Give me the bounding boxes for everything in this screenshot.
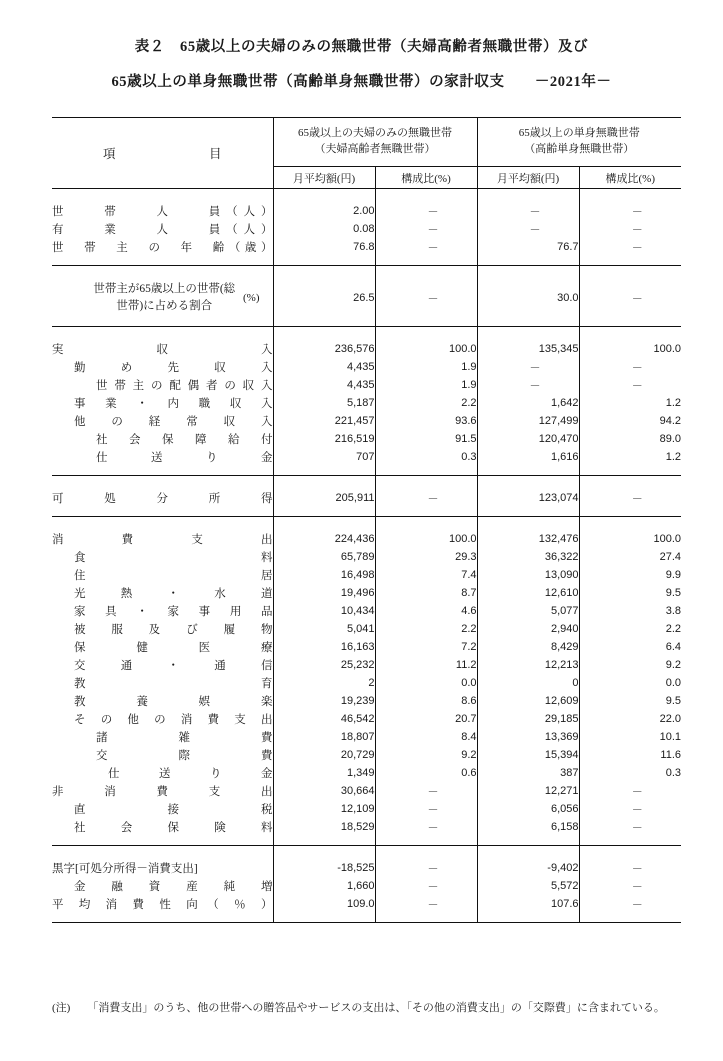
table-row (52, 202, 681, 220)
row-label: 世帯主の配偶者の収入 (96, 380, 273, 393)
cell-c4: 0.0 (579, 674, 681, 692)
row-label: 交 通 ・ 通 信 (74, 660, 273, 673)
table-row (52, 358, 681, 376)
table-row (52, 489, 681, 507)
table-row (52, 220, 681, 238)
row-label-cell (52, 430, 273, 448)
cell-c2: － (375, 859, 477, 877)
cell-c3: 6,158 (477, 818, 579, 836)
spacer-cell (52, 317, 273, 327)
spacer-row (52, 836, 681, 846)
cell-c3: 15,394 (477, 746, 579, 764)
row-label-cell (52, 895, 273, 913)
cell-c2: 2.2 (375, 620, 477, 638)
row-label: 事 業 ・ 内 職 収 入 (74, 398, 273, 411)
row-unit: (%) (243, 292, 260, 305)
row-label-cell (52, 358, 273, 376)
row-label: 消 費 支 出 (52, 534, 273, 547)
cell-c2: 8.4 (375, 728, 477, 746)
row-label: 金 融 資 産 純 増 (74, 881, 273, 894)
row-label: 交 際 費 (96, 750, 273, 763)
row-label: 直 接 税 (74, 804, 273, 817)
cell-c4: 0.3 (579, 764, 681, 782)
cell-c3: 13,369 (477, 728, 579, 746)
footnote-text: 「消費支出」のうち、他の世帯への贈答品やサービスの支出は、「その他の消費支出」の「交際費」に含まれている。 (87, 1002, 665, 1014)
table-row (52, 859, 681, 877)
cell-c4: 9.2 (579, 656, 681, 674)
cell-c1: 5,187 (273, 394, 375, 412)
cell-c4: 100.0 (579, 340, 681, 358)
finance-table (52, 117, 681, 923)
spacer-row (52, 476, 681, 490)
cell-c3: 132,476 (477, 530, 579, 548)
table-row (52, 877, 681, 895)
cell-c2: 0.6 (375, 764, 477, 782)
cell-c3: 29,185 (477, 710, 579, 728)
row-label-cell (52, 340, 273, 358)
table-row (52, 728, 681, 746)
cell-c3: 12,609 (477, 692, 579, 710)
row-label: 光 熱 ・ 水 道 (74, 588, 273, 601)
cell-c1: 10,434 (273, 602, 375, 620)
cell-c4: － (579, 800, 681, 818)
cell-c4: － (579, 202, 681, 220)
spacer-row (52, 317, 681, 327)
row-label-cell (52, 220, 273, 238)
cell-c3: 6,056 (477, 800, 579, 818)
table-row (52, 692, 681, 710)
cell-c4: － (579, 877, 681, 895)
spacer-row (52, 846, 681, 860)
cell-c1: 76.8 (273, 238, 375, 256)
table-row (52, 548, 681, 566)
header-group-single (477, 118, 681, 167)
table-row (52, 818, 681, 836)
row-label: 世 帯 人 員（人） (52, 206, 273, 219)
row-label: 諸 雑 費 (96, 732, 273, 745)
table-row (52, 279, 681, 317)
cell-c3: － (477, 376, 579, 394)
table-row (52, 674, 681, 692)
cell-c1: 216,519 (273, 430, 375, 448)
cell-c1: 19,239 (273, 692, 375, 710)
table-row (52, 566, 681, 584)
table-row (52, 394, 681, 412)
row-label: 勤 め 先 収 入 (74, 362, 273, 375)
header-couple-ratio: 構成比(%) (375, 167, 477, 189)
cell-c2: 100.0 (375, 340, 477, 358)
row-label: 世 帯 主 の 年 齢（歳） (52, 242, 273, 255)
row-label-cell (52, 710, 273, 728)
row-label-cell (52, 877, 273, 895)
cell-c3: 5,572 (477, 877, 579, 895)
spacer-row (52, 507, 681, 517)
cell-c3: -9,402 (477, 859, 579, 877)
header-single-amount: 月平均額(円) (477, 167, 579, 189)
cell-c4: 27.4 (579, 548, 681, 566)
spacer-cell (52, 507, 273, 517)
cell-c2: 2.2 (375, 394, 477, 412)
cell-c4: 1.2 (579, 448, 681, 466)
spacer-cell (52, 266, 273, 280)
spacer-cell (52, 256, 273, 266)
row-label-cell (52, 448, 273, 466)
row-label-cell (52, 394, 273, 412)
footnote (52, 1001, 692, 1016)
cell-c3: 120,470 (477, 430, 579, 448)
spacer-row (52, 256, 681, 266)
cell-c3: 0 (477, 674, 579, 692)
table-bottom-rule (52, 923, 681, 924)
row-label: 仕 送 り 金 (108, 768, 273, 781)
cell-c3: 127,499 (477, 412, 579, 430)
cell-c4: 89.0 (579, 430, 681, 448)
row-label-cell (52, 489, 273, 507)
cell-c1: 4,435 (273, 376, 375, 394)
cell-c2: 8.7 (375, 584, 477, 602)
row-label-cell (52, 602, 273, 620)
cell-c4: － (579, 859, 681, 877)
cell-c3: － (477, 358, 579, 376)
title-line-2: 65歳以上の単身無職世帯（高齢単身無職世帯）の家計収支 －2021年－ (111, 74, 612, 91)
cell-c4: 22.0 (579, 710, 681, 728)
table-row (52, 238, 681, 256)
cell-c2: － (375, 220, 477, 238)
cell-c4: － (579, 895, 681, 913)
table-row (52, 602, 681, 620)
table-row (52, 638, 681, 656)
row-label-cell (52, 238, 273, 256)
cell-c4: － (579, 782, 681, 800)
cell-c1: 16,163 (273, 638, 375, 656)
cell-c1: 19,496 (273, 584, 375, 602)
cell-c3: 30.0 (477, 279, 579, 317)
row-label-cell (52, 800, 273, 818)
cell-c1: 2.00 (273, 202, 375, 220)
cell-c4: － (579, 376, 681, 394)
cell-c3: 12,610 (477, 584, 579, 602)
cell-c2: 29.3 (375, 548, 477, 566)
row-label-cell (52, 412, 273, 430)
cell-c4: 9.9 (579, 566, 681, 584)
table-row (52, 800, 681, 818)
cell-c1: 4,435 (273, 358, 375, 376)
cell-c2: 4.6 (375, 602, 477, 620)
header-group-single-line1: 65歳以上の単身無職世帯 (518, 127, 640, 140)
row-label: 教 育 (74, 678, 273, 691)
spacer-cell (52, 836, 273, 846)
cell-c1: 1,349 (273, 764, 375, 782)
cell-c1: 236,576 (273, 340, 375, 358)
row-label-cell (52, 692, 273, 710)
table-body (52, 189, 681, 924)
cell-c3: 2,940 (477, 620, 579, 638)
cell-c1: 20,729 (273, 746, 375, 764)
row-label-cell (52, 638, 273, 656)
cell-c2: 93.6 (375, 412, 477, 430)
cell-c4: 9.5 (579, 692, 681, 710)
cell-c4: 10.1 (579, 728, 681, 746)
cell-c4: － (579, 489, 681, 507)
row-label-cell (52, 782, 273, 800)
cell-c1: 707 (273, 448, 375, 466)
row-label: 可 処 分 所 得 (52, 493, 273, 506)
cell-c1: 221,457 (273, 412, 375, 430)
cell-c4: 1.2 (579, 394, 681, 412)
row-label-cell (52, 674, 273, 692)
header-group-row (52, 118, 681, 167)
cell-c2: － (375, 489, 477, 507)
table-row (52, 530, 681, 548)
header-group-couple-line1: 65歳以上の夫婦のみの無職世帯 (298, 127, 452, 140)
cell-c1: 109.0 (273, 895, 375, 913)
spacer-cell (52, 913, 273, 923)
row-label-cell (52, 376, 273, 394)
cell-c3: 12,213 (477, 656, 579, 674)
cell-c3: 123,074 (477, 489, 579, 507)
cell-c1: 18,807 (273, 728, 375, 746)
cell-c1: 25,232 (273, 656, 375, 674)
cell-c2: 1.9 (375, 376, 477, 394)
row-label: 平 均 消 費 性 向 （ ％ ） (52, 899, 273, 912)
cell-c1: 30,664 (273, 782, 375, 800)
cell-c4: 100.0 (579, 530, 681, 548)
cell-c2: － (375, 782, 477, 800)
header-item-column: 項 目 (52, 118, 273, 189)
table-row (52, 656, 681, 674)
cell-c3: － (477, 220, 579, 238)
row-label: 社 会 保 障 給 付 (96, 434, 273, 447)
spacer-row (52, 266, 681, 280)
spacer-cell (52, 466, 273, 476)
cell-c1: 224,436 (273, 530, 375, 548)
spacer-row (52, 466, 681, 476)
cell-c4: － (579, 358, 681, 376)
spacer-cell (52, 476, 273, 490)
row-label: 世帯主が65歳以上の世帯(総 世帯)に占める割合 (93, 283, 236, 313)
row-label-cell (52, 859, 273, 877)
cell-c2: 0.0 (375, 674, 477, 692)
cell-c2: 0.3 (375, 448, 477, 466)
cell-c3: 36,322 (477, 548, 579, 566)
cell-c4: － (579, 818, 681, 836)
row-label-cell (52, 764, 273, 782)
cell-c1: 5,041 (273, 620, 375, 638)
cell-c2: 9.2 (375, 746, 477, 764)
row-label: 社 会 保 険 料 (74, 822, 273, 835)
cell-c3: 12,271 (477, 782, 579, 800)
cell-c3: 387 (477, 764, 579, 782)
row-label: 被 服 及 び 履 物 (74, 624, 273, 637)
table-row (52, 620, 681, 638)
table-row (52, 746, 681, 764)
cell-c4: 9.5 (579, 584, 681, 602)
cell-c1: 0.08 (273, 220, 375, 238)
row-label-cell (52, 584, 273, 602)
cell-c1: 205,911 (273, 489, 375, 507)
header-group-couple (273, 118, 477, 167)
cell-c3: 1,616 (477, 448, 579, 466)
table-row (52, 895, 681, 913)
row-label-cell (52, 548, 273, 566)
row-label-cell (52, 728, 273, 746)
row-label: 非 消 費 支 出 (52, 786, 273, 799)
cell-c1: 2 (273, 674, 375, 692)
cell-c2: － (375, 800, 477, 818)
cell-c3: 107.6 (477, 895, 579, 913)
cell-c3: 1,642 (477, 394, 579, 412)
cell-c2: 91.5 (375, 430, 477, 448)
cell-c3: 13,090 (477, 566, 579, 584)
cell-c2: － (375, 238, 477, 256)
cell-c2: － (375, 895, 477, 913)
cell-c3: 5,077 (477, 602, 579, 620)
cell-c4: 3.8 (579, 602, 681, 620)
spacer-row (52, 517, 681, 531)
cell-c2: － (375, 877, 477, 895)
header-single-ratio: 構成比(%) (579, 167, 681, 189)
row-label: 保 健 医 療 (74, 642, 273, 655)
cell-c3: 76.7 (477, 238, 579, 256)
header-group-single-line2: （高齢単身無職世帯） (524, 143, 635, 156)
table-row (52, 584, 681, 602)
cell-c4: 6.4 (579, 638, 681, 656)
cell-c2: 20.7 (375, 710, 477, 728)
row-label-cell (52, 818, 273, 836)
row-label: そ の 他 の 消 費 支 出 (74, 714, 273, 727)
cell-c4: 2.2 (579, 620, 681, 638)
household-budget-table (52, 117, 681, 923)
cell-c4: 94.2 (579, 412, 681, 430)
table-row (52, 782, 681, 800)
spacer-cell (52, 189, 273, 203)
spacer-row (52, 327, 681, 341)
table-row (52, 430, 681, 448)
spacer-cell (52, 327, 273, 341)
header-group-couple-line2: （夫婦高齢者無職世帯） (314, 143, 436, 156)
cell-c2: － (375, 818, 477, 836)
title-line-1: 表２ 65歳以上の夫婦のみの無職世帯（夫婦高齢者無職世帯）及び (134, 39, 589, 55)
table-header (52, 118, 681, 189)
cell-c2: － (375, 279, 477, 317)
cell-c3: 8,429 (477, 638, 579, 656)
footnote-marker: (注) (52, 1002, 71, 1014)
cell-c1: 18,529 (273, 818, 375, 836)
cell-c2: － (375, 202, 477, 220)
spacer-row (52, 913, 681, 923)
row-label-cell (52, 620, 273, 638)
table-row (52, 412, 681, 430)
row-label-cell (52, 279, 273, 317)
row-label: 他 の 経 常 収 入 (74, 416, 273, 429)
table-row (52, 340, 681, 358)
cell-c2: 11.2 (375, 656, 477, 674)
cell-c4: 11.6 (579, 746, 681, 764)
cell-c2: 100.0 (375, 530, 477, 548)
row-label-cell (52, 202, 273, 220)
cell-c1: 65,789 (273, 548, 375, 566)
table-row (52, 448, 681, 466)
table-row (52, 710, 681, 728)
cell-c4: － (579, 279, 681, 317)
cell-c2: 7.4 (375, 566, 477, 584)
cell-c2: 7.2 (375, 638, 477, 656)
row-label-cell (52, 530, 273, 548)
cell-c1: 26.5 (273, 279, 375, 317)
cell-c1: -18,525 (273, 859, 375, 877)
table-row (52, 764, 681, 782)
row-label: 黒字[可処分所得－消費支出] (52, 863, 198, 876)
cell-c1: 1,660 (273, 877, 375, 895)
cell-c1: 46,542 (273, 710, 375, 728)
document-title (0, 0, 723, 91)
cell-c1: 12,109 (273, 800, 375, 818)
cell-c3: 135,345 (477, 340, 579, 358)
cell-c2: 8.6 (375, 692, 477, 710)
row-label-cell (52, 566, 273, 584)
row-label-cell (52, 746, 273, 764)
row-label: 仕 送 り 金 (96, 452, 273, 465)
cell-c4: － (579, 220, 681, 238)
row-label: 家 具 ・ 家 事 用 品 (74, 606, 273, 619)
spacer-cell (52, 517, 273, 531)
header-couple-amount: 月平均額(円) (273, 167, 375, 189)
spacer-cell (52, 846, 273, 860)
cell-c2: 1.9 (375, 358, 477, 376)
row-label: 教 養 娯 楽 (74, 696, 273, 709)
row-label: 有 業 人 員（人） (52, 224, 273, 237)
row-label-cell (52, 656, 273, 674)
spacer-row (52, 189, 681, 203)
table-row (52, 376, 681, 394)
row-label: 住 居 (74, 570, 273, 583)
cell-c3: － (477, 202, 579, 220)
cell-c4: － (579, 238, 681, 256)
cell-c1: 16,498 (273, 566, 375, 584)
row-label: 食 料 (74, 552, 273, 565)
row-label: 実 収 入 (52, 344, 273, 357)
